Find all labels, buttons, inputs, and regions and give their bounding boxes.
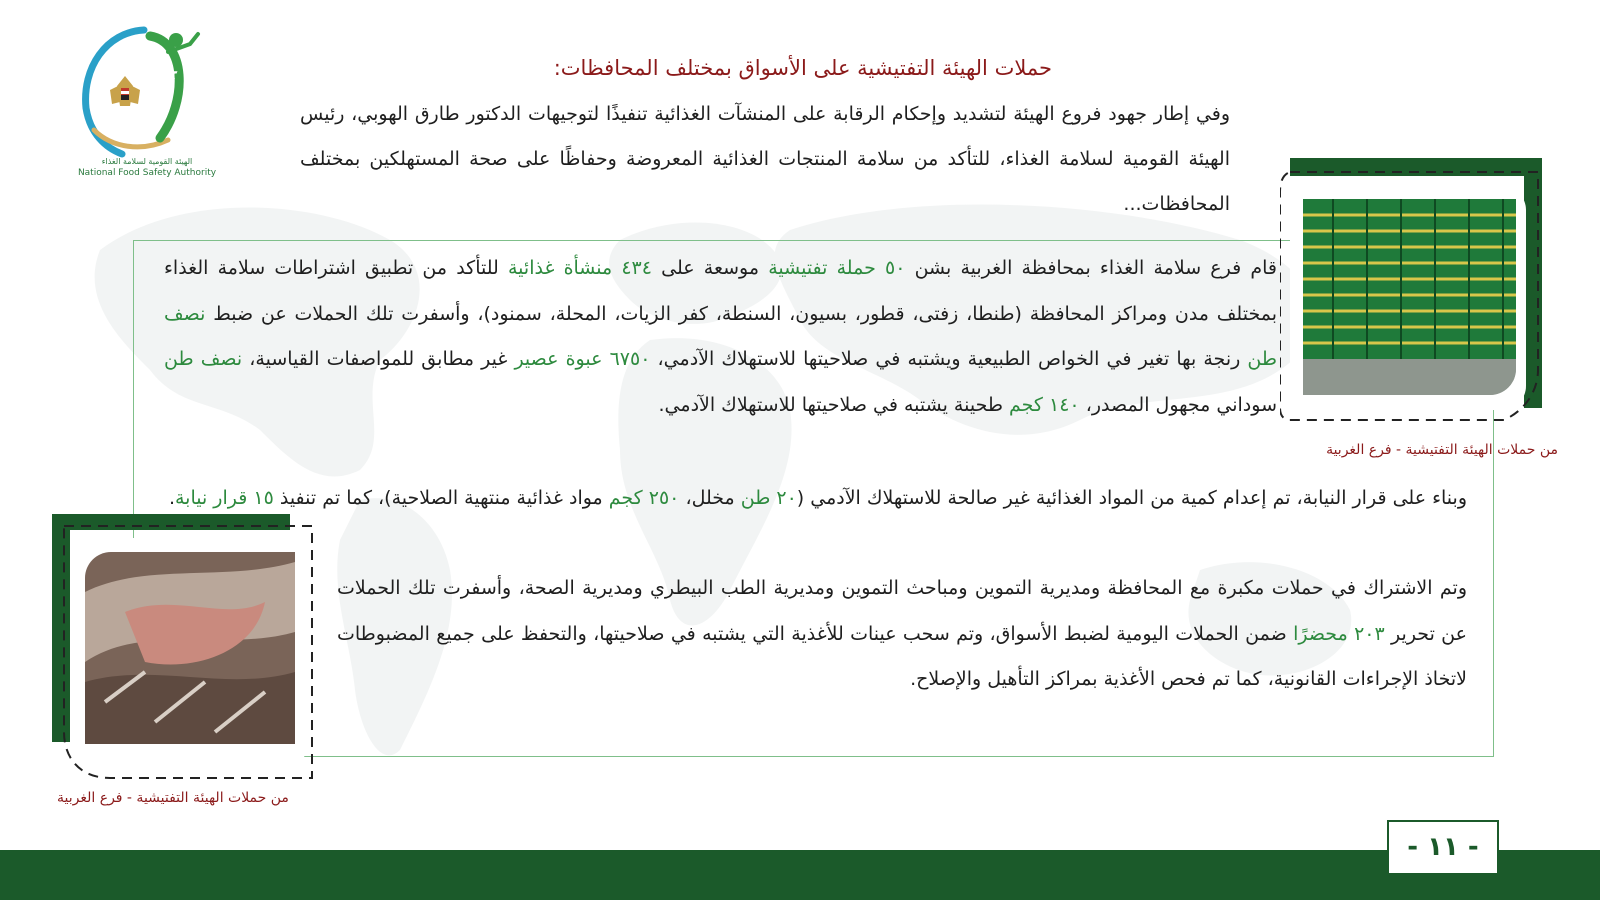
highlight-facilities: ٤٣٤ منشأة غذائية xyxy=(508,257,652,279)
left-photo-caption: من حملات الهيئة التفتيشية - فرع الغربية xyxy=(57,790,289,806)
highlight-prosecution-decisions: ١٥ قرار نيابة xyxy=(174,487,274,509)
footer-bar xyxy=(0,850,1600,900)
page-title: حملات الهيئة التفتيشية على الأسواق بمختلف المحافظات: xyxy=(553,56,1052,80)
juice-cartons-photo xyxy=(1303,199,1516,395)
herring-photo xyxy=(85,552,295,744)
gharbia-campaign-paragraph: قام فرع سلامة الغذاء بمحافظة الغربية بشن ٥٠ حملة تفتيشية موسعة على ٤٣٤ منشأة غذائية للتأكد من تطبيق اشتراطات سلامة الغذاء بمختلف مدن ومراكز المحافظة (طنطا، زفتى، قطور، بسيون، السنطة، كفر الزيات، المحلة، سمنود)، وأسفرت تلك الحملات عن ضبط نصف طن رنجة بها تغير في الخواص الطبيعية ويشتبه في صلاحيتها للاستهلاك الآدمي، ٦٧٥٠ عبوة عصير غير مطابق للمواصفات القياسية، نصف طن سوداني مجهول المصدر، ١٤٠ كجم طحينة يشتبه في صلاحيتها للاستهلاك الآدمي. xyxy=(164,257,1278,416)
highlight-tahini-kg: ١٤٠ كجم xyxy=(1009,393,1080,416)
logo-name-english: National Food Safety Authority xyxy=(77,168,217,178)
joint-campaigns-paragraph: وتم الاشتراك في حملات مكبرة مع المحافظة ومديرية التموين ومباحث التموين ومديرية الطب البيطري ومديرية الصحة، وأسفرت تلك الحملات عن تحرير ٢٠٣ محضرًا ضمن الحملات اليومية لضبط الأسواق، وتم سحب عينات للأغذية التي يشتبه في صلاحيتها، والتحفظ على جميع المضبوطات لاتخاذ الإجراءات القانونية، كما تم فحص الأغذية بمراكز التأهيل والإصلاح. xyxy=(337,577,1467,690)
highlight-half-ton-herring: نصف طن xyxy=(164,302,1278,370)
highlight-20-ton: ٢٠ طن xyxy=(740,487,797,509)
logo-text: NFSA xyxy=(153,67,182,110)
right-photo-caption: من حملات الهيئة التفتيشية - فرع الغربية xyxy=(1326,442,1558,458)
disposal-paragraph: وبناء على قرار النيابة، تم إعدام كمية من المواد الغذائية غير صالحة للاستهلاك الآدمي (٢٠ طن مخلل، ٢٥٠ كجم مواد غذائية منتهية الصلاحية)، كما تم تنفيذ ١٥ قرار نيابة. xyxy=(168,487,1467,509)
highlight-half-ton-peanuts: نصف طن xyxy=(164,348,243,370)
highlight-250-kg: ٢٥٠ كجم xyxy=(608,487,680,509)
intro-paragraph: وفي إطار جهود فروع الهيئة لتشديد وإحكام الرقابة على المنشآت الغذائية تنفيذًا لتوجيهات الدكتور طارق الهوبي، رئيس الهيئة القومية لسلامة الغذاء، للتأكد من سلامة المنتجات الغذائية المعروضة وحفاظًا على صحة المستهلكين بمختلف المحافظات... xyxy=(300,103,1230,215)
page-number: - ١١ - xyxy=(1387,820,1499,875)
highlight-campaigns: ٥٠ حملة تفتيشية xyxy=(768,257,906,279)
highlight-reports: ٢٠٣ محضرًا xyxy=(1293,622,1385,645)
logo-name-arabic: الهيئة القومية لسلامة الغذاء xyxy=(101,157,193,166)
highlight-juice-packs: ٦٧٥٠ عبوة عصير xyxy=(514,348,651,370)
